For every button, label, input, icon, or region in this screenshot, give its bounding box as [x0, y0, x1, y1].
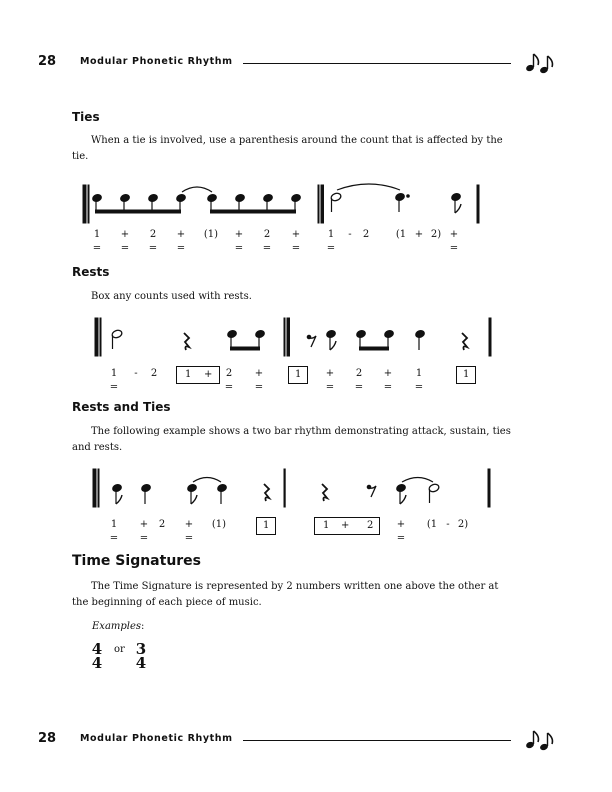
time-signature-3-4: [133, 642, 149, 670]
rest-count-box: [456, 366, 476, 384]
count: 1: [415, 368, 423, 379]
ts-denominator: 4: [135, 654, 147, 672]
examples-text: Examples: [92, 621, 142, 632]
count: 2: [149, 229, 157, 240]
boxed-count: 1: [323, 520, 330, 531]
ts-denominator: 4: [91, 654, 103, 672]
count: 2: [355, 368, 363, 379]
boxed-count: 1: [185, 369, 192, 380]
attack-mark: =: [325, 382, 335, 393]
count: 2): [430, 229, 442, 240]
count: +: [120, 229, 130, 240]
eighth-notes-icon: [520, 52, 560, 74]
count: 2: [150, 368, 158, 379]
count: (1: [426, 519, 438, 530]
attack-mark: =: [414, 382, 424, 393]
count: 2: [158, 519, 166, 530]
count: -: [446, 519, 450, 530]
running-title: Modular Phonetic Rhythm: [80, 733, 233, 744]
count: 2): [457, 519, 469, 530]
count: +: [176, 229, 186, 240]
time-signatures-paragraph: The Time Signature is represented by 2 numbers written one above the other at the beginning of each piece of music.: [72, 581, 499, 608]
examples-colon: :: [141, 621, 145, 632]
rests-ties-paragraph: The following example shows a two bar rhythm demonstrating attack, sustain, ties and rests.: [72, 426, 511, 453]
attack-mark: =: [291, 243, 301, 254]
rest-count-box: [288, 366, 308, 384]
header-rule: [243, 63, 511, 64]
boxed-count: 2: [367, 520, 374, 531]
attack-mark: =: [109, 533, 119, 544]
attack-mark: =: [224, 382, 234, 393]
count: -: [134, 368, 138, 379]
attack-mark: =: [148, 243, 158, 254]
ties-paragraph: When a tie is involved, use a parenthesis around the count that is affected by the tie.: [72, 135, 503, 162]
boxed-count: +: [341, 520, 350, 531]
attack-mark: =: [383, 382, 393, 393]
count: +: [139, 519, 149, 530]
section-heading-ties: Ties: [72, 110, 100, 124]
count: (1): [211, 519, 227, 530]
count: 2: [362, 229, 370, 240]
attack-mark: =: [139, 533, 149, 544]
count: (1: [395, 229, 407, 240]
count: -: [348, 229, 352, 240]
rests-paragraph: Box any counts used with rests.: [91, 291, 252, 302]
count: +: [383, 368, 393, 379]
page-number: 28: [38, 731, 57, 746]
attack-mark: =: [449, 243, 459, 254]
attack-mark: =: [92, 243, 102, 254]
section-heading-rests: Rests: [72, 265, 110, 279]
boxed-count: 1: [463, 369, 470, 380]
boxed-count: +: [204, 369, 213, 380]
count: 1: [110, 519, 118, 530]
attack-mark: =: [120, 243, 130, 254]
count: 1: [327, 229, 335, 240]
page-footer: [38, 729, 558, 751]
running-title: Modular Phonetic Rhythm: [80, 56, 233, 67]
attack-mark: =: [176, 243, 186, 254]
attack-mark: =: [354, 382, 364, 393]
count: +: [184, 519, 194, 530]
attack-mark: =: [326, 243, 336, 254]
attack-mark: =: [396, 533, 406, 544]
attack-mark: =: [184, 533, 194, 544]
rest-count-box: [256, 517, 276, 535]
count: (1): [203, 229, 219, 240]
page-header: [38, 52, 558, 74]
count: +: [254, 368, 264, 379]
count: 2: [225, 368, 233, 379]
count: +: [325, 368, 335, 379]
attack-mark: =: [262, 243, 272, 254]
attack-mark: =: [254, 382, 264, 393]
ts-numerator: 4: [91, 640, 103, 658]
count: +: [449, 229, 459, 240]
examples-label: [92, 621, 144, 632]
count: 1: [93, 229, 101, 240]
time-signature-4-4: [89, 642, 105, 670]
count: +: [396, 519, 406, 530]
count: 1: [110, 368, 118, 379]
boxed-count: 1: [295, 369, 302, 380]
page-number: 28: [38, 54, 57, 69]
count: +: [291, 229, 301, 240]
boxed-count: 1: [263, 520, 270, 531]
or-connector: or: [114, 644, 125, 655]
section-heading-rests-and-ties: Rests and Ties: [72, 400, 171, 414]
count: +: [414, 229, 424, 240]
eighth-notes-icon: [520, 729, 560, 751]
footer-rule: [243, 740, 511, 741]
rest-count-box: [314, 517, 380, 535]
count: 2: [263, 229, 271, 240]
count: +: [234, 229, 244, 240]
section-heading-time-signatures: Time Signatures: [72, 553, 202, 569]
attack-mark: =: [109, 382, 119, 393]
attack-mark: =: [234, 243, 244, 254]
ts-numerator: 3: [135, 640, 147, 658]
